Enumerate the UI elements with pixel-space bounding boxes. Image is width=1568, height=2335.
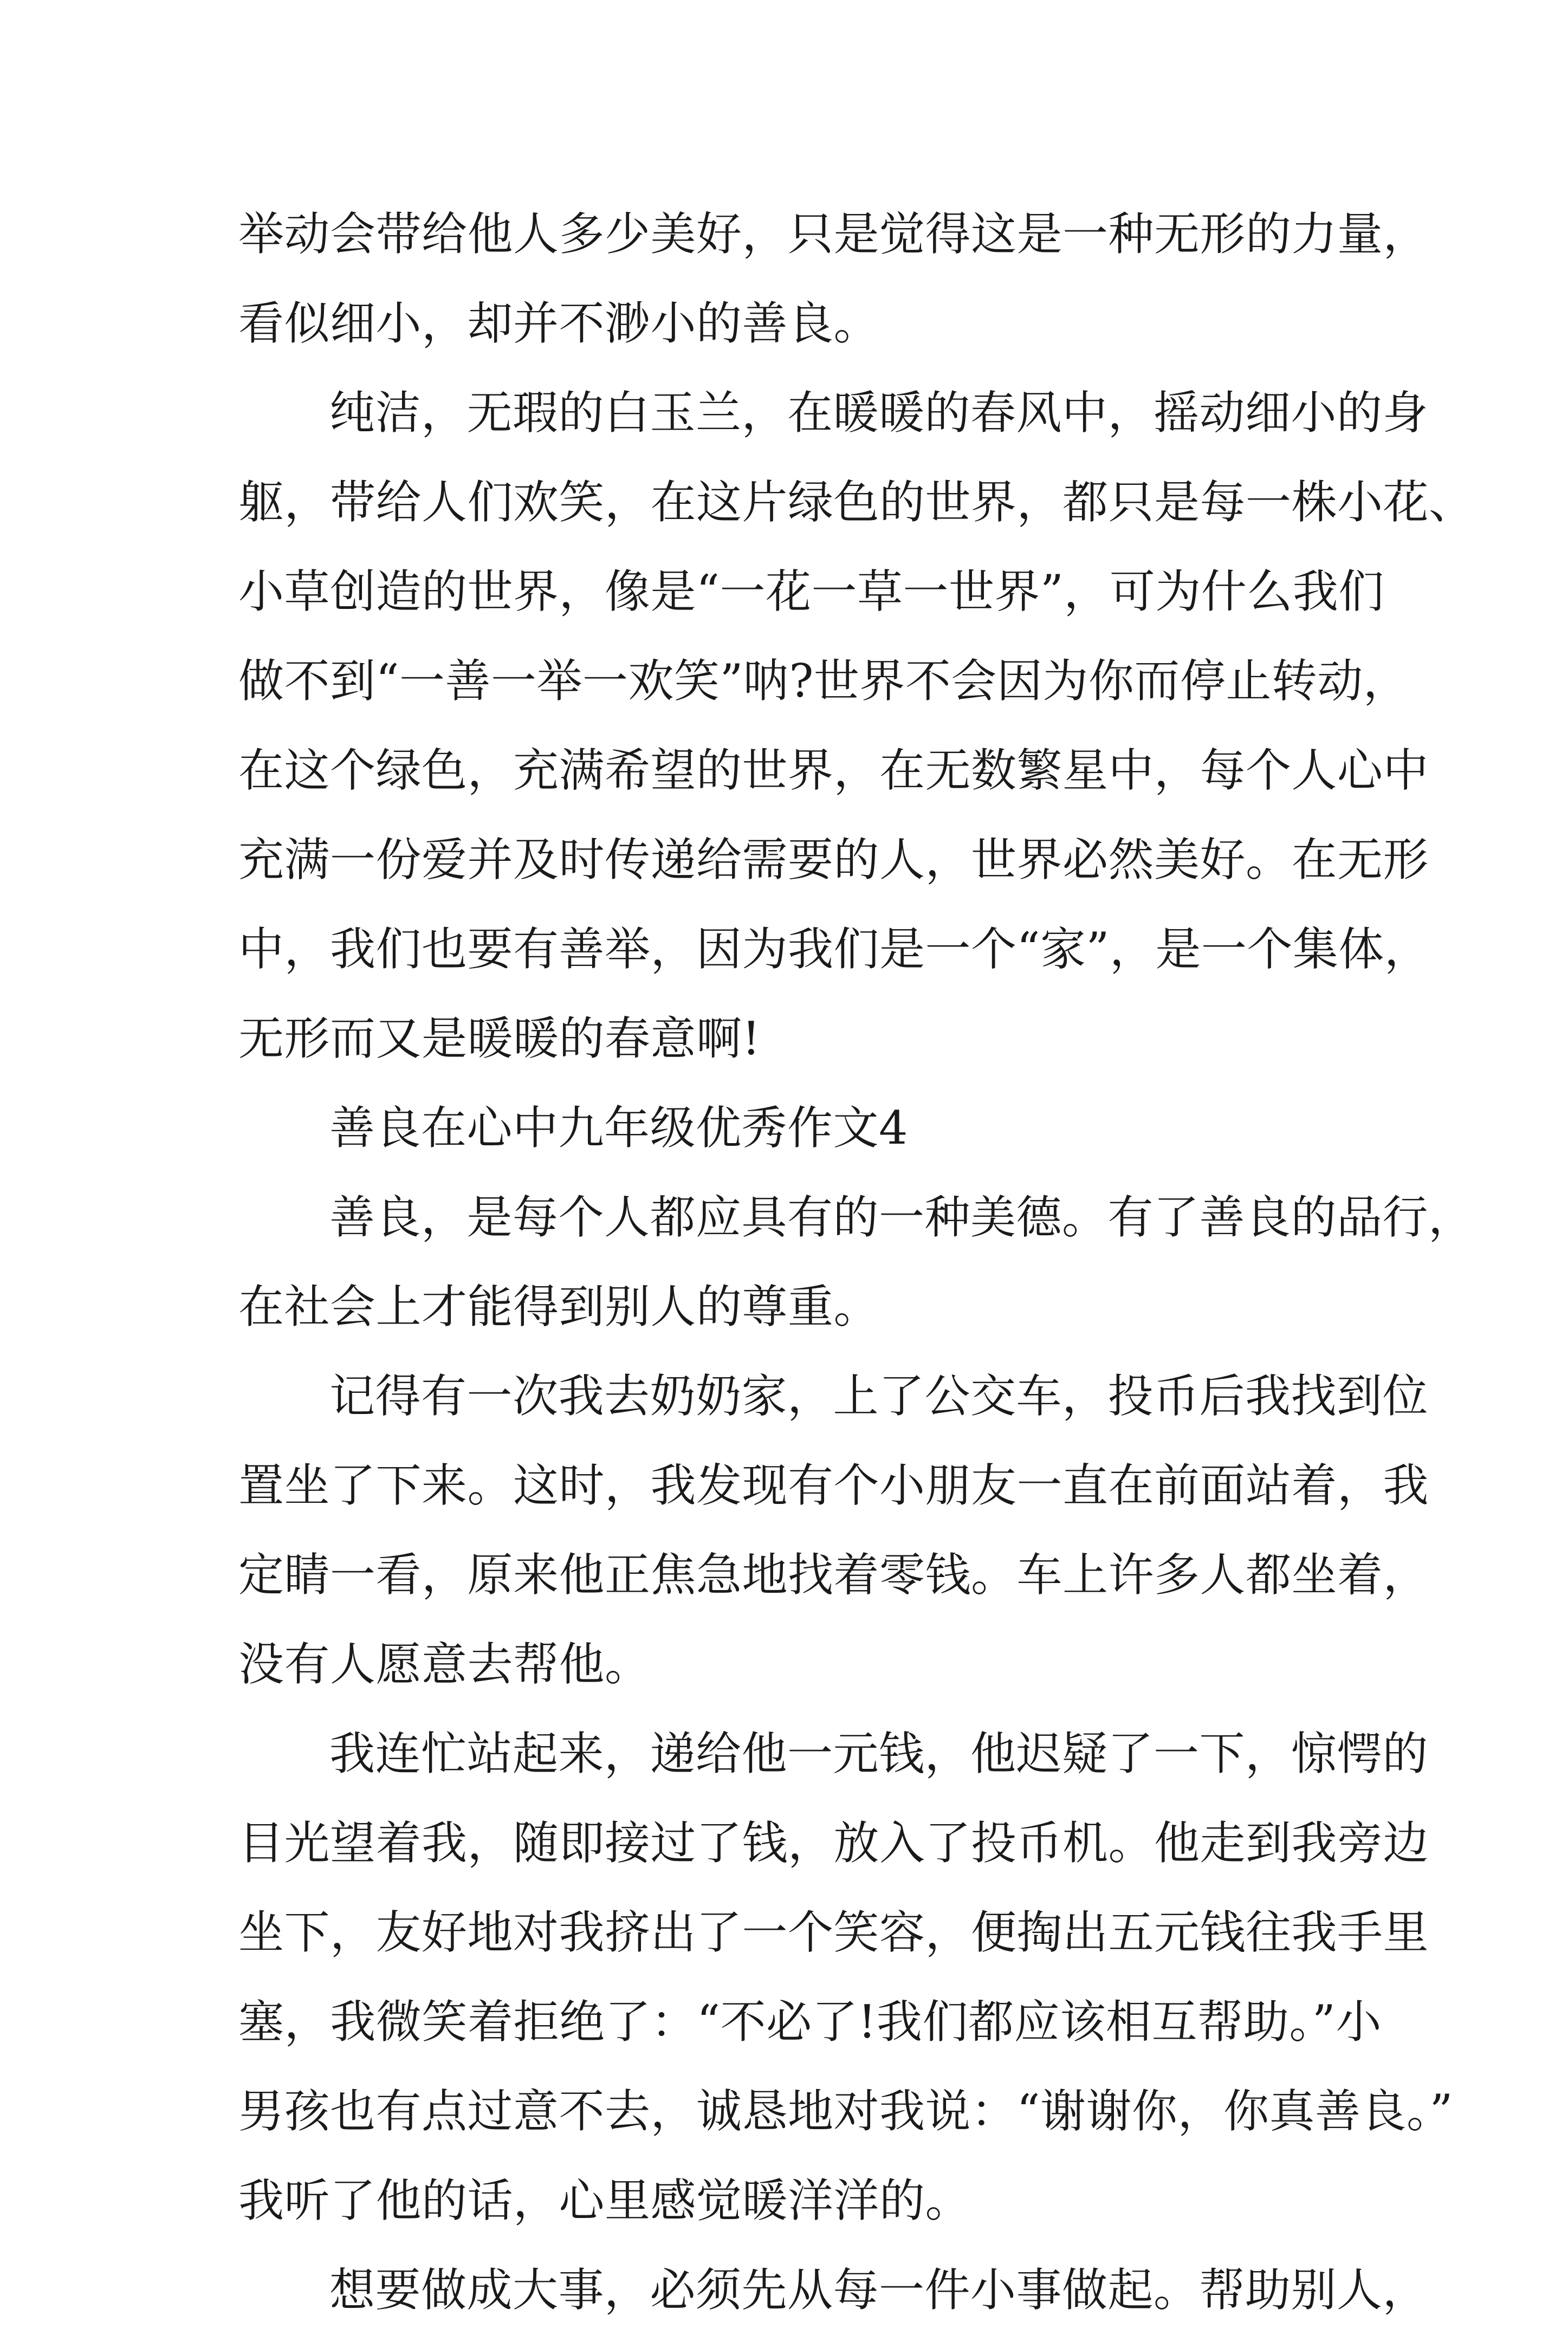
text-line: 充满一份爱并及时传递给需要的人，世界必然美好。在无形: [238, 833, 1429, 886]
paragraph-first-line: 想要做成大事，必须先从每一件小事做起。帮助别人，: [329, 2263, 1429, 2317]
document-body: [238, 190, 1475, 2335]
paragraph-first-line: 纯洁，无瑕的白玉兰，在暖暖的春风中，摇动细小的身: [329, 386, 1429, 439]
text-line: 目光望着我，随即接过了钱，放入了投币机。他走到我旁边: [238, 1817, 1429, 1870]
text-line: 看似细小，却并不渺小的善良。: [238, 297, 880, 350]
text-line: 中，我们也要有善举，因为我们是一个“家”，是一个集体，: [238, 923, 1430, 976]
paragraph-first-line: 我连忙站起来，递给他一元钱，他迟疑了一下，惊愕的: [329, 1727, 1429, 1780]
text-line: 塞，我微笑着拒绝了：“不必了!我们都应该相互帮助。”小: [238, 1995, 1382, 2048]
paragraph-first-line: 善良，是每个人都应具有的一种美德。有了善良的品行，: [329, 1191, 1474, 1244]
text-line: 男孩也有点过意不去，诚恳地对我说：“谢谢你，你真善良。”: [238, 2085, 1453, 2138]
text-line: 置坐了下来。这时，我发现有个小朋友一直在前面站着，我: [238, 1459, 1429, 1512]
text-line: 无形而又是暖暖的春意啊!: [238, 1012, 761, 1065]
text-line: 没有人愿意去帮他。: [238, 1638, 651, 1691]
text-line: 在这个绿色，充满希望的世界，在无数繁星中，每个人心中: [238, 744, 1429, 797]
paragraph-first-line: 善良在心中九年级优秀作文4: [329, 1101, 908, 1154]
text-line: 坐下，友好地对我挤出了一个笑容，便掏出五元钱往我手里: [238, 1906, 1429, 1959]
text-line: 在社会上才能得到别人的尊重。: [238, 1280, 880, 1333]
text-line: 举动会带给他人多少美好，只是觉得这是一种无形的力量，: [238, 207, 1429, 261]
text-line: 小草创造的世界，像是“一花一草一世界”，可为什么我们: [238, 565, 1384, 618]
text-line: 定睛一看，原来他正焦急地找着零钱。车上许多人都坐着，: [238, 1548, 1429, 1601]
text-line: 做不到“一善一举一欢笑”呐?世界不会因为你而停止转动，: [238, 654, 1409, 708]
text-line: 躯，带给人们欢笑，在这片绿色的世界，都只是每一株小花、: [238, 476, 1475, 529]
paragraph-first-line: 记得有一次我去奶奶家，上了公交车，投币后我找到位: [329, 1370, 1429, 1423]
text-line: 我听了他的话，心里感觉暖洋洋的。: [238, 2174, 971, 2227]
